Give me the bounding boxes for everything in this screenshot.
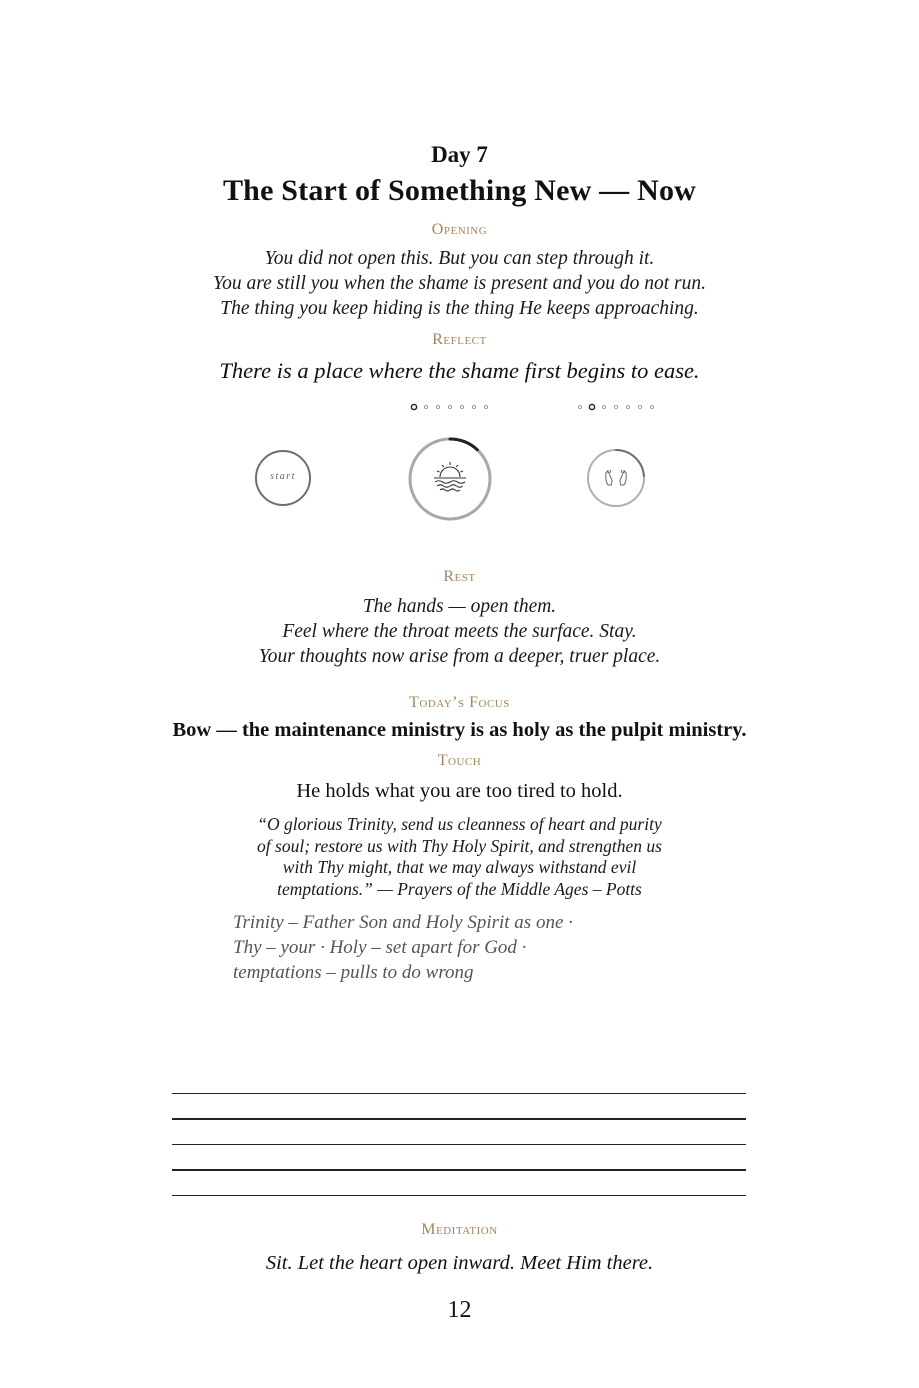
quote-line: with Thy might, that we may always withstand evil — [282, 857, 637, 878]
progress-dot — [602, 405, 605, 408]
touch-text: He holds what you are too tired to hold. — [296, 780, 623, 802]
journal-line[interactable] — [172, 1169, 746, 1170]
glossary — [233, 910, 573, 985]
quote-line: “O glorious Trinity, send us cleanness of heart and purity — [257, 814, 662, 834]
progress-dot — [650, 405, 653, 408]
progress-dot — [484, 405, 487, 408]
day-heading: Day 7 — [431, 142, 488, 167]
touch-label: Touch — [437, 752, 482, 769]
page-title: The Start of Something New — Now — [222, 174, 697, 207]
rest-line: The hands — open them. — [362, 596, 557, 617]
rest-label: Rest — [443, 568, 476, 585]
journal-line[interactable] — [172, 1144, 746, 1145]
page-number: 12 — [447, 1297, 472, 1323]
progress-dot-active — [411, 404, 416, 409]
timer-progress-arc — [450, 439, 477, 450]
progress-dot — [472, 405, 475, 408]
rest-text — [0, 594, 919, 669]
sunrise-waves-icon — [434, 462, 466, 491]
journal-line[interactable] — [172, 1118, 746, 1119]
meditation-text: Sit. Let the heart open inward. Meet Him there. — [265, 1252, 654, 1274]
quote-line: of soul; restore us with Thy Holy Spirit, and strengthen us — [257, 835, 662, 856]
opening-line: You are still you when the shame is present and you do not run. — [213, 273, 706, 294]
rest-line: Feel where the throat meets the surface. Stay. — [282, 621, 637, 642]
progress-dots-right — [574, 400, 664, 414]
progress-dot — [448, 405, 451, 408]
progress-dots-left — [405, 400, 495, 414]
progress-dot — [424, 405, 427, 408]
progress-dot — [626, 405, 629, 408]
focus-label: Today’s Focus — [409, 694, 510, 711]
start-button[interactable] — [255, 450, 311, 506]
journal-line[interactable] — [172, 1093, 746, 1094]
breath-timer[interactable] — [405, 434, 495, 524]
open-hands-icon — [606, 470, 627, 485]
reflect-label: Reflect — [432, 331, 487, 348]
focus-text: Bow — the maintenance ministry is as holy as the pulpit ministry. — [172, 719, 747, 741]
start-label: start — [270, 471, 296, 482]
opening-line: You did not open this. But you can step through it. — [264, 248, 655, 269]
progress-dot — [638, 405, 641, 408]
journal-line[interactable] — [172, 1195, 746, 1196]
opening-label: Opening — [431, 221, 488, 238]
reflect-text: There is a place where the shame first begins to ease. — [219, 358, 700, 383]
gloss-line: Thy – your · Holy – set apart for God · — [233, 937, 527, 958]
progress-dot — [578, 405, 581, 408]
hands-timer[interactable] — [584, 447, 648, 511]
progress-dot — [460, 405, 463, 408]
prayer-quote — [0, 814, 919, 901]
gloss-line: Trinity – Father Son and Holy Spirit as one · — [233, 912, 573, 933]
gloss-line: temptations – pulls to do wrong — [233, 962, 474, 983]
progress-dot — [614, 405, 617, 408]
quote-line: temptations.” — Prayers of the Middle Ages – Potts — [277, 879, 642, 900]
progress-dot-active — [589, 404, 594, 409]
meditation-label: Meditation — [421, 1221, 498, 1238]
rest-line: Your thoughts now arise from a deeper, truer place. — [258, 646, 661, 667]
hands-progress-arc — [616, 450, 644, 476]
opening-text — [0, 246, 919, 321]
journal-lines[interactable] — [172, 1093, 746, 1220]
opening-line: The thing you keep hiding is the thing He keeps approaching. — [220, 298, 699, 319]
progress-dot — [436, 405, 439, 408]
